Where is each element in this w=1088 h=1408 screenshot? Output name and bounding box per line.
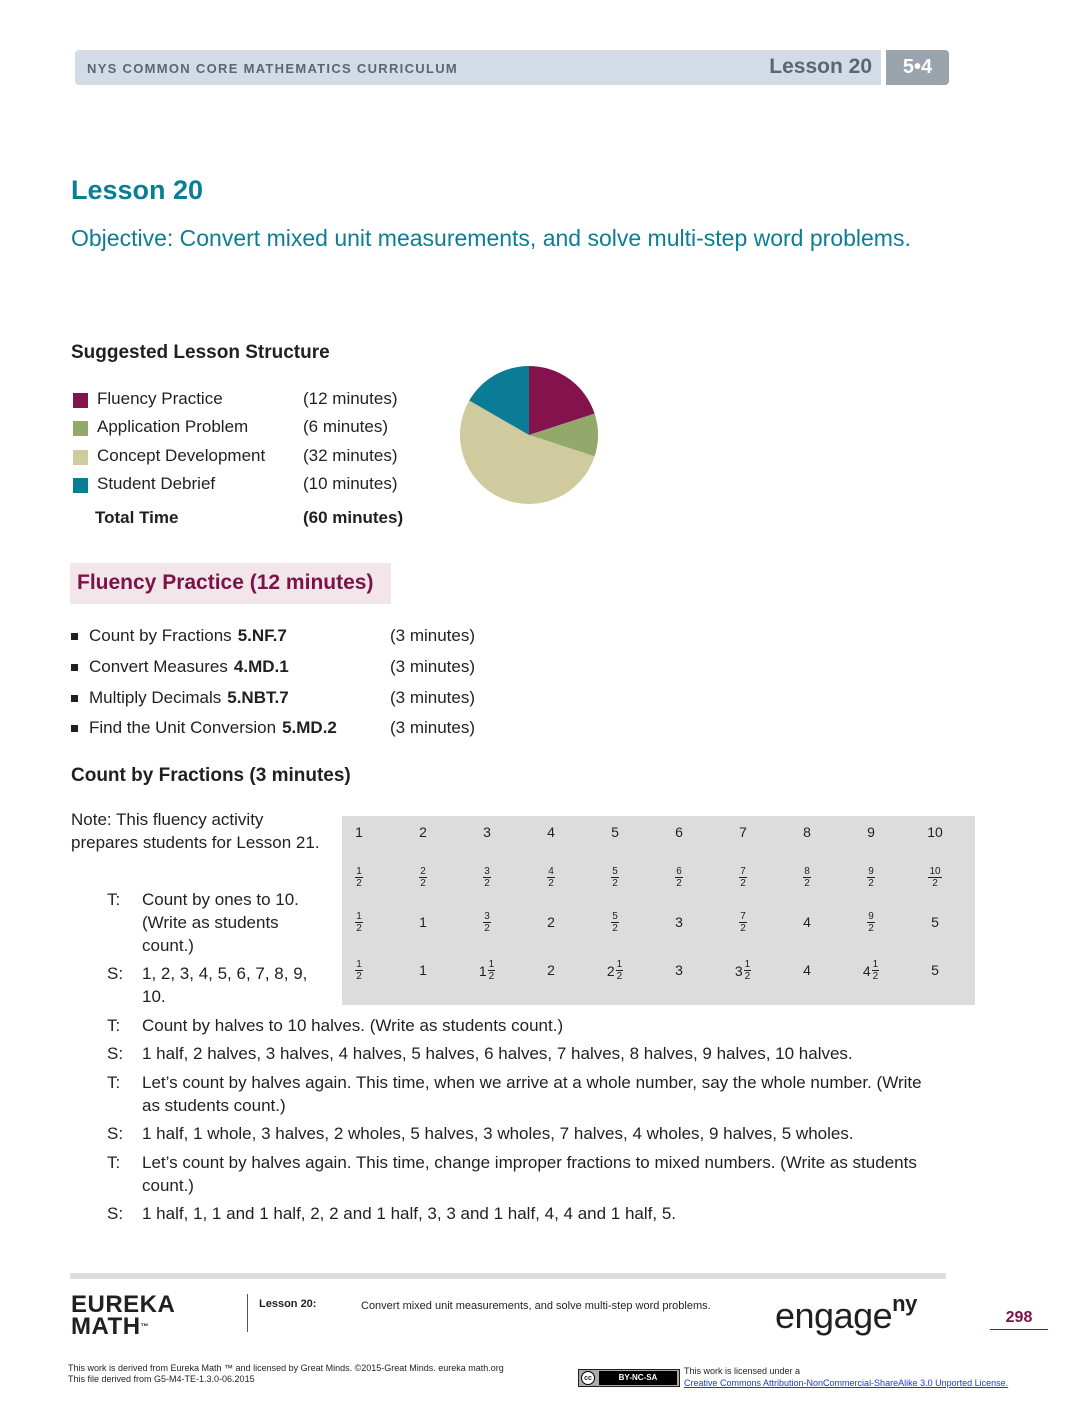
fraction: $\frac{7}{2}$ [740, 866, 746, 889]
fluency-item-name: Convert Measures [89, 657, 228, 676]
board-cell [329, 911, 389, 934]
creative-commons-icon: cc [581, 1371, 595, 1385]
grade-module-badge: 5•4 [886, 50, 949, 85]
legend-minutes: (32 minutes) [303, 446, 398, 465]
fluency-item [71, 718, 511, 742]
legend-swatch [73, 393, 88, 408]
logo-line-2: MATH [71, 1313, 141, 1340]
bullet-icon [71, 664, 78, 671]
fraction: $\frac{7}{2}$ [740, 911, 746, 934]
fraction: $\frac{8}{2}$ [804, 866, 810, 889]
fluency-item-standard: 4.MD.1 [233, 657, 289, 676]
fraction: $\frac{1}{2}$ [872, 959, 879, 982]
dialogue-text: 1, 2, 3, 4, 5, 6, 7, 8, 9, 10. [142, 964, 308, 1006]
fluency-item [71, 688, 511, 712]
page-title: Lesson 20 [71, 175, 204, 205]
fraction: $\frac{1}{2}$ [356, 911, 362, 934]
fraction: $\frac{9}{2}$ [868, 911, 874, 934]
board-cell: 7 [739, 824, 747, 840]
legend-label: Concept Development [97, 446, 266, 465]
fluency-item-minutes: (3 minutes) [390, 657, 476, 676]
board-cell [649, 866, 709, 889]
fraction: $\frac{2}{2}$ [420, 866, 426, 889]
credit-line: This work is derived from Eureka Math ™ and licensed by Great Minds. ©2015-Great Minds. eureka math.org [68, 1363, 504, 1373]
fraction: $\frac{6}{2}$ [676, 866, 682, 889]
speaker-label: T: [107, 1073, 121, 1092]
total-time-row [73, 508, 433, 532]
fluency-item-name: Find the Unit Conversion [89, 718, 277, 737]
structure-heading: Suggested Lesson Structure [71, 342, 330, 363]
board-cell: 8 [803, 824, 811, 840]
dialogue-text: Let’s count by halves again. This time, when we arrive at a whole number, say the whole number. (Write as students count.) [142, 1073, 922, 1115]
board-cell: 2 [547, 914, 555, 930]
board-cell: 4 [547, 824, 555, 840]
fraction: $\frac{1}{2}$ [356, 866, 362, 889]
board-cell [393, 866, 453, 889]
board-cell [457, 866, 517, 889]
credit-line: This file derived from G5-M4-TE-1.3.0-06.2015 [68, 1374, 255, 1384]
board-cell: 9 [867, 824, 875, 840]
legend-label: Application Problem [97, 417, 249, 436]
board-cell [457, 911, 517, 934]
board-cell: 3 [675, 914, 683, 930]
cc-license-badge[interactable] [578, 1369, 680, 1387]
total-time-label: Total Time [95, 508, 179, 527]
board-cell [713, 911, 773, 934]
board-cell [585, 866, 645, 889]
legend-label: Student Debrief [97, 474, 216, 493]
fluency-heading: Fluency Practice (12 minutes) [77, 571, 374, 594]
speaker-label: T: [107, 890, 121, 909]
board-cell [713, 866, 773, 889]
board-cell: 6 [675, 824, 683, 840]
board-cell: 3 [483, 824, 491, 840]
fluency-item-standard: 5.MD.2 [282, 718, 337, 737]
board-cell: 2 $\frac{1}{2}$ [606, 959, 623, 982]
board-cell: 3 [675, 962, 683, 978]
fraction: $\frac{3}{2}$ [484, 866, 490, 889]
eureka-math-logo [71, 1291, 176, 1340]
header-lesson-label: Lesson 20 [769, 55, 872, 78]
legend-minutes: (10 minutes) [303, 474, 398, 493]
board-cell: 1 [419, 962, 427, 978]
total-time-value: (60 minutes) [303, 508, 404, 527]
board-cell: 2 [547, 962, 555, 978]
board-cell: 5 [611, 824, 619, 840]
bullet-icon [71, 695, 78, 702]
curriculum-label: NYS COMMON CORE MATHEMATICS CURRICULUM [87, 61, 459, 76]
board-cell: 1 $\frac{1}{2}$ [478, 959, 495, 982]
fraction: $\frac{4}{2}$ [548, 866, 554, 889]
logo-trademark: ™ [140, 1322, 150, 1331]
engage-wordmark: engage [775, 1295, 893, 1336]
fraction: $\frac{1}{2}$ [616, 959, 623, 982]
board-cell: 5 [931, 914, 939, 930]
teacher-note: Note: This fluency activity prepares students for Lesson 21. [71, 810, 320, 852]
fraction: $\frac{1}{2}$ [744, 959, 751, 982]
legend-minutes: (12 minutes) [303, 389, 398, 408]
counting-board [342, 816, 975, 1005]
lesson-structure-pie-chart [456, 364, 602, 510]
board-cell [841, 911, 901, 934]
board-cell: 1 [419, 914, 427, 930]
board-cell: 3 $\frac{1}{2}$ [734, 959, 751, 982]
footer-divider [70, 1273, 946, 1279]
fluency-item-minutes: (3 minutes) [390, 626, 476, 645]
objective: Objective: Convert mixed unit measurements, and solve multi-step word problems. [71, 225, 911, 251]
dialogue-text: 1 half, 1, 1 and 1 half, 2, 2 and 1 half, 3, 3 and 1 half, 4, 4 and 1 half, 5. [142, 1204, 677, 1223]
speaker-label: T: [107, 1153, 121, 1172]
fraction: $\frac{5}{2}$ [612, 911, 618, 934]
board-cell: 4 [803, 914, 811, 930]
board-cell [777, 866, 837, 889]
board-cell [585, 911, 645, 934]
dialogue-text: 1 half, 2 halves, 3 halves, 4 halves, 5 halves, 6 halves, 7 halves, 8 halves, 9 halves, 10 halves. [142, 1044, 853, 1063]
speaker-label: S: [107, 1204, 124, 1223]
dialogue-text: Count by ones to 10. (Write as students count.) [142, 890, 299, 955]
fluency-item [71, 657, 511, 681]
fluency-item-standard: 5.NF.7 [237, 626, 287, 645]
fluency-item-standard: 5.NBT.7 [227, 688, 289, 707]
license-link[interactable]: Creative Commons Attribution-NonCommercial-ShareAlike 3.0 Unported License. [684, 1378, 1009, 1388]
board-cell: 4 [803, 962, 811, 978]
fraction: $\frac{1}{2}$ [356, 959, 362, 982]
footer-lesson-objective: Convert mixed unit measurements, and solve multi-step word problems. [361, 1300, 711, 1312]
fluency-item-name: Multiply Decimals [89, 688, 222, 707]
fluency-item [71, 626, 511, 650]
board-cell: 1 [355, 824, 363, 840]
fluency-item-minutes: (3 minutes) [390, 718, 476, 737]
fluency-item-minutes: (3 minutes) [390, 688, 476, 707]
speaker-label: S: [107, 1124, 124, 1143]
ny-wordmark: ny [892, 1291, 917, 1316]
fraction: $\frac{10}{2}$ [929, 866, 941, 889]
footer-separator [247, 1294, 248, 1332]
fraction: $\frac{9}{2}$ [868, 866, 874, 889]
section-heading: Count by Fractions (3 minutes) [71, 765, 351, 786]
fluency-item-name: Count by Fractions [89, 626, 232, 645]
license-text: This work is licensed under a [684, 1366, 801, 1376]
board-cell [329, 959, 389, 982]
bullet-icon [71, 725, 78, 732]
board-cell: 5 [931, 962, 939, 978]
board-cell: 2 [419, 824, 427, 840]
page-number: 298 [990, 1309, 1048, 1330]
fraction: $\frac{1}{2}$ [488, 959, 495, 982]
dialogue-text: Let’s count by halves again. This time, change improper fractions to mixed numbers. (Write as students count.) [142, 1153, 917, 1195]
dialogue-text: 1 half, 1 whole, 3 halves, 2 wholes, 5 halves, 3 wholes, 7 halves, 4 wholes, 9 halves, 5 wholes. [142, 1124, 854, 1143]
board-cell [329, 866, 389, 889]
cc-badge-label: BY-NC-SA [599, 1371, 677, 1385]
bullet-icon [71, 633, 78, 640]
board-cell [905, 866, 965, 889]
fraction: $\frac{3}{2}$ [484, 911, 490, 934]
legend-label: Fluency Practice [97, 389, 223, 408]
board-cell [841, 866, 901, 889]
engageny-logo [775, 1291, 917, 1337]
credit-text [68, 1363, 568, 1385]
legend-swatch [73, 478, 88, 493]
speaker-label: S: [107, 964, 124, 983]
dialogue-text: Count by halves to 10 halves. (Write as students count.) [142, 1016, 564, 1035]
legend-minutes: (6 minutes) [303, 417, 389, 436]
logo-line-1: EUREKA [71, 1291, 176, 1318]
speaker-label: T: [107, 1016, 121, 1035]
speaker-label: S: [107, 1044, 124, 1063]
footer-lesson-label: Lesson 20: [259, 1298, 317, 1310]
legend-swatch [73, 450, 88, 465]
board-cell: 4 $\frac{1}{2}$ [862, 959, 879, 982]
board-cell [521, 866, 581, 889]
board-cell: 10 [927, 824, 943, 840]
legend-swatch [73, 421, 88, 436]
fraction: $\frac{5}{2}$ [612, 866, 618, 889]
